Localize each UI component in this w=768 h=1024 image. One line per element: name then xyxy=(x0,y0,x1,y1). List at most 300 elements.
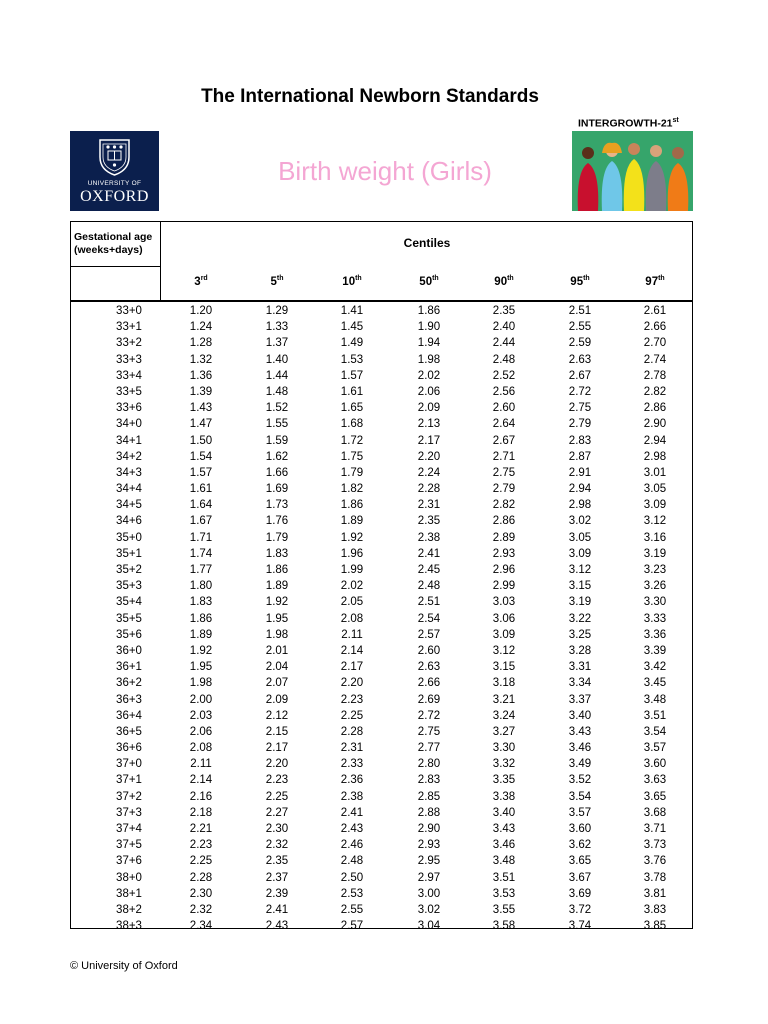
table-row xyxy=(71,886,692,902)
table-row xyxy=(71,513,692,529)
centile-value-cell: 3.76 xyxy=(643,855,667,868)
centile-value-cell: 2.72 xyxy=(417,709,441,722)
centile-value-cell: 2.97 xyxy=(417,871,441,884)
centile-value-cell: 2.37 xyxy=(265,871,289,884)
table-row xyxy=(71,805,692,821)
gestational-age-cell: 38+2 xyxy=(116,903,142,916)
gestational-age-cell: 37+0 xyxy=(116,758,142,771)
gestational-age-cell: 33+0 xyxy=(116,305,142,317)
intergrowth-women-illustration xyxy=(572,131,693,211)
centile-column-header: 90th xyxy=(494,275,514,288)
centile-value-cell: 3.40 xyxy=(568,709,592,722)
centile-value-cell: 1.45 xyxy=(340,321,364,334)
centile-value-cell: 2.82 xyxy=(643,385,667,398)
centile-value-cell: 1.89 xyxy=(189,628,213,641)
centile-value-cell: 2.55 xyxy=(568,321,592,334)
centile-value-cell: 2.63 xyxy=(568,353,592,366)
centile-value-cell: 1.39 xyxy=(189,385,213,398)
centile-value-cell: 3.45 xyxy=(643,677,667,690)
centile-value-cell: 2.25 xyxy=(340,709,364,722)
centile-value-cell: 1.57 xyxy=(340,369,364,382)
table-row xyxy=(71,756,692,772)
centile-value-cell: 1.33 xyxy=(265,321,289,334)
centile-value-cell: 2.03 xyxy=(189,709,213,722)
centile-value-cell: 2.86 xyxy=(643,402,667,415)
centile-value-cell: 2.11 xyxy=(341,628,363,641)
centile-value-cell: 2.90 xyxy=(643,418,667,431)
centile-value-cell: 2.95 xyxy=(417,855,441,868)
centile-value-cell: 3.37 xyxy=(568,693,592,706)
centile-value-cell: 2.57 xyxy=(417,628,441,641)
centile-value-cell: 2.35 xyxy=(417,515,441,528)
centile-value-cell: 2.50 xyxy=(340,871,364,884)
centile-value-cell: 2.75 xyxy=(568,402,592,415)
centile-value-cell: 2.51 xyxy=(417,596,441,609)
centile-value-cell: 2.44 xyxy=(492,337,516,350)
centile-value-cell: 3.52 xyxy=(568,774,592,787)
centile-value-cell: 2.41 xyxy=(265,903,289,916)
centile-value-cell: 3.09 xyxy=(492,628,516,641)
centile-value-cell: 3.12 xyxy=(643,515,667,528)
gestational-age-cell: 36+0 xyxy=(116,644,142,657)
gestational-age-cell: 37+3 xyxy=(116,806,142,819)
centile-value-cell: 3.39 xyxy=(643,644,667,657)
centile-value-cell: 3.54 xyxy=(643,725,667,738)
centile-value-cell: 1.95 xyxy=(265,612,289,625)
gestational-age-cell: 36+1 xyxy=(116,661,142,674)
centile-value-cell: 1.62 xyxy=(265,450,289,463)
table-row xyxy=(71,870,692,886)
centile-value-cell: 2.20 xyxy=(265,758,289,771)
centile-value-cell: 2.20 xyxy=(340,677,364,690)
table-row xyxy=(71,303,692,319)
centile-value-cell: 2.75 xyxy=(492,466,516,479)
centile-value-cell: 1.41 xyxy=(340,305,364,317)
centile-value-cell: 3.65 xyxy=(643,790,667,803)
centile-value-cell: 3.49 xyxy=(568,758,592,771)
centile-value-cell: 1.98 xyxy=(265,628,289,641)
gestational-age-cell: 36+6 xyxy=(116,742,142,755)
centile-value-cell: 1.54 xyxy=(189,450,213,463)
table-row xyxy=(71,416,692,432)
centile-value-cell: 3.15 xyxy=(492,661,516,674)
centile-value-cell: 2.94 xyxy=(568,483,592,496)
centile-value-cell: 3.42 xyxy=(643,661,667,674)
intergrowth-label: INTERGROWTH-21st xyxy=(578,117,679,130)
centile-value-cell: 3.15 xyxy=(568,580,592,593)
centile-value-cell: 1.68 xyxy=(340,418,364,431)
centile-value-cell: 3.72 xyxy=(568,903,592,916)
centile-value-cell: 2.72 xyxy=(568,385,592,398)
centile-value-cell: 2.78 xyxy=(643,369,667,382)
centile-value-cell: 2.17 xyxy=(265,742,289,755)
centile-value-cell: 3.48 xyxy=(492,855,516,868)
table-row xyxy=(71,497,692,513)
page-title: The International Newborn Standards xyxy=(201,86,539,107)
gestational-age-cell: 35+3 xyxy=(116,580,142,593)
centile-value-cell: 3.43 xyxy=(492,823,516,835)
table-row xyxy=(71,400,692,416)
centile-value-cell: 3.36 xyxy=(643,628,667,641)
centile-value-cell: 2.90 xyxy=(417,823,441,835)
centile-value-cell: 3.73 xyxy=(643,839,667,852)
centile-value-cell: 3.62 xyxy=(568,839,592,852)
centile-value-cell: 2.91 xyxy=(568,466,592,479)
centile-value-cell: 2.09 xyxy=(265,693,289,706)
centile-value-cell: 3.40 xyxy=(492,806,516,819)
gestational-age-cell: 33+1 xyxy=(116,321,142,334)
centile-column-header: 3rd xyxy=(194,275,208,288)
centile-value-cell: 2.12 xyxy=(265,709,289,722)
centile-value-cell: 2.61 xyxy=(643,305,667,317)
centile-value-cell: 3.30 xyxy=(492,742,516,755)
table-row xyxy=(71,530,692,546)
centile-value-cell: 3.33 xyxy=(643,612,667,625)
centile-value-cell: 2.67 xyxy=(568,369,592,382)
centile-value-cell: 2.77 xyxy=(417,742,441,755)
table-divider-ga xyxy=(71,266,160,267)
table-row xyxy=(71,627,692,643)
table-row xyxy=(71,433,692,449)
gestational-age-cell: 34+4 xyxy=(116,483,142,496)
centile-value-cell: 1.55 xyxy=(265,418,289,431)
centile-value-cell: 2.66 xyxy=(417,677,441,690)
centile-value-cell: 1.86 xyxy=(340,499,364,512)
table-row xyxy=(71,708,692,724)
centile-value-cell: 3.01 xyxy=(643,466,667,479)
centile-value-cell: 1.89 xyxy=(340,515,364,528)
centile-value-cell: 1.67 xyxy=(189,515,213,528)
gestational-age-cell: 34+2 xyxy=(116,450,142,463)
gestational-age-cell: 37+6 xyxy=(116,855,142,868)
centile-value-cell: 2.35 xyxy=(492,305,516,317)
centile-value-cell: 2.13 xyxy=(417,418,441,431)
centile-value-cell: 3.83 xyxy=(643,903,667,916)
centile-value-cell: 3.27 xyxy=(492,725,516,738)
centile-value-cell: 2.96 xyxy=(492,564,516,576)
centile-value-cell: 2.94 xyxy=(643,434,667,447)
centile-value-cell: 1.73 xyxy=(265,499,289,512)
gestational-age-cell: 35+4 xyxy=(116,596,142,609)
centile-value-cell: 2.28 xyxy=(189,871,213,884)
centile-value-cell: 2.41 xyxy=(417,547,441,560)
centile-value-cell: 1.92 xyxy=(265,596,289,609)
centile-value-cell: 3.71 xyxy=(643,823,667,835)
centile-value-cell: 1.52 xyxy=(265,402,289,415)
gestational-age-cell: 37+1 xyxy=(116,774,142,787)
gestational-age-cell: 35+0 xyxy=(116,531,142,544)
centile-value-cell: 2.16 xyxy=(189,790,213,803)
centile-value-cell: 2.09 xyxy=(417,402,441,415)
centile-value-cell: 1.64 xyxy=(189,499,213,512)
table-row xyxy=(71,918,692,934)
centile-value-cell: 2.43 xyxy=(265,920,289,933)
centile-value-cell: 1.92 xyxy=(340,531,364,544)
centile-value-cell: 3.51 xyxy=(492,871,516,884)
oxford-crest-icon xyxy=(97,137,132,177)
centile-value-cell: 2.04 xyxy=(265,661,289,674)
centile-value-cell: 3.67 xyxy=(568,871,592,884)
centile-value-cell: 1.77 xyxy=(189,564,213,576)
centile-value-cell: 2.02 xyxy=(340,580,364,593)
centile-value-cell: 2.59 xyxy=(568,337,592,350)
centile-value-cell: 2.32 xyxy=(189,903,213,916)
centile-value-cell: 2.23 xyxy=(265,774,289,787)
gestational-age-cell: 33+6 xyxy=(116,402,142,415)
gestational-age-cell: 35+2 xyxy=(116,564,142,576)
centile-value-cell: 3.30 xyxy=(643,596,667,609)
centile-value-cell: 2.21 xyxy=(189,823,213,835)
centile-column-header: 95th xyxy=(570,275,590,288)
centile-value-cell: 1.72 xyxy=(340,434,364,447)
centile-value-cell: 3.24 xyxy=(492,709,516,722)
centile-value-cell: 2.57 xyxy=(340,920,364,933)
centile-value-cell: 2.64 xyxy=(492,418,516,431)
table-row xyxy=(71,449,692,465)
centile-value-cell: 1.95 xyxy=(189,661,213,674)
centile-value-cell: 1.82 xyxy=(340,483,364,496)
oxford-logo xyxy=(70,131,159,211)
centile-value-cell: 2.18 xyxy=(189,806,213,819)
centile-value-cell: 2.25 xyxy=(265,790,289,803)
table-row xyxy=(71,692,692,708)
centile-value-cell: 2.24 xyxy=(417,466,441,479)
centile-value-cell: 3.16 xyxy=(643,531,667,544)
centile-value-cell: 2.87 xyxy=(568,450,592,463)
table-divider-vertical xyxy=(160,222,161,301)
centile-value-cell: 2.33 xyxy=(340,758,364,771)
table-row xyxy=(71,384,692,400)
centile-value-cell: 2.06 xyxy=(417,385,441,398)
centile-value-cell: 1.98 xyxy=(189,677,213,690)
table-row xyxy=(71,659,692,675)
centile-value-cell: 1.44 xyxy=(265,369,289,382)
centile-value-cell: 2.28 xyxy=(417,483,441,496)
centile-value-cell: 3.34 xyxy=(568,677,592,690)
centile-value-cell: 3.65 xyxy=(568,855,592,868)
table-row xyxy=(71,902,692,918)
centile-value-cell: 3.06 xyxy=(492,612,516,625)
table-row xyxy=(71,675,692,691)
centile-value-cell: 2.11 xyxy=(190,758,212,771)
centile-value-cell: 2.63 xyxy=(417,661,441,674)
centile-table xyxy=(70,221,693,933)
centile-value-cell: 2.98 xyxy=(643,450,667,463)
centile-value-cell: 3.05 xyxy=(643,483,667,496)
centile-value-cell: 1.90 xyxy=(417,321,441,334)
centile-value-cell: 1.47 xyxy=(189,418,213,431)
centile-value-cell: 2.99 xyxy=(492,580,516,593)
centile-value-cell: 1.40 xyxy=(265,353,289,366)
centile-value-cell: 3.46 xyxy=(568,742,592,755)
gestational-age-cell: 37+4 xyxy=(116,823,142,835)
centile-value-cell: 1.75 xyxy=(340,450,364,463)
centile-value-cell: 3.18 xyxy=(492,677,516,690)
table-row xyxy=(71,352,692,368)
centile-value-cell: 1.59 xyxy=(265,434,289,447)
centile-value-cell: 1.92 xyxy=(189,644,213,657)
centile-value-cell: 3.21 xyxy=(492,693,516,706)
centile-value-cell: 2.41 xyxy=(340,806,364,819)
centile-value-cell: 2.54 xyxy=(417,612,441,625)
centile-value-cell: 3.28 xyxy=(568,644,592,657)
centile-value-cell: 2.53 xyxy=(340,887,364,900)
centile-value-cell: 1.79 xyxy=(265,531,289,544)
centile-value-cell: 1.29 xyxy=(265,305,289,317)
centile-value-cell: 2.02 xyxy=(417,369,441,382)
centile-value-cell: 2.07 xyxy=(265,677,289,690)
table-row xyxy=(71,740,692,756)
centile-value-cell: 2.83 xyxy=(417,774,441,787)
centile-value-cell: 3.09 xyxy=(643,499,667,512)
centile-value-cell: 2.56 xyxy=(492,385,516,398)
centile-value-cell: 3.48 xyxy=(643,693,667,706)
centile-value-cell: 2.79 xyxy=(492,483,516,496)
centile-value-cell: 3.57 xyxy=(568,806,592,819)
centile-value-cell: 2.08 xyxy=(189,742,213,755)
centile-value-cell: 2.60 xyxy=(492,402,516,415)
centile-value-cell: 2.85 xyxy=(417,790,441,803)
centile-value-cell: 2.71 xyxy=(492,450,516,463)
centile-value-cell: 2.55 xyxy=(340,903,364,916)
centile-value-cell: 3.25 xyxy=(568,628,592,641)
centile-value-cell: 2.05 xyxy=(340,596,364,609)
centile-value-cell: 2.51 xyxy=(568,305,592,317)
gestational-age-cell: 34+0 xyxy=(116,418,142,431)
centile-column-header: 50th xyxy=(419,275,439,288)
centile-value-cell: 3.60 xyxy=(568,823,592,835)
centile-value-cell: 3.60 xyxy=(643,758,667,771)
centile-value-cell: 2.01 xyxy=(265,644,289,657)
centile-value-cell: 2.15 xyxy=(265,725,289,738)
centile-value-cell: 2.74 xyxy=(643,353,667,366)
centile-value-cell: 3.57 xyxy=(643,742,667,755)
gestational-age-cell: 35+5 xyxy=(116,612,142,625)
centile-value-cell: 3.68 xyxy=(643,806,667,819)
centile-value-cell: 3.38 xyxy=(492,790,516,803)
centile-column-header: 97th xyxy=(645,275,665,288)
table-row xyxy=(71,368,692,384)
centile-value-cell: 2.38 xyxy=(340,790,364,803)
centile-value-cell: 2.52 xyxy=(492,369,516,382)
centile-value-cell: 2.20 xyxy=(417,450,441,463)
centile-value-cell: 2.30 xyxy=(189,887,213,900)
centile-value-cell: 2.67 xyxy=(492,434,516,447)
centile-value-cell: 3.00 xyxy=(417,887,441,900)
centile-value-cell: 1.86 xyxy=(189,612,213,625)
centile-value-cell: 2.00 xyxy=(189,693,213,706)
centile-value-cell: 1.61 xyxy=(340,385,364,398)
centile-value-cell: 3.78 xyxy=(643,871,667,884)
centile-value-cell: 3.58 xyxy=(492,920,516,933)
centile-value-cell: 2.36 xyxy=(340,774,364,787)
centile-value-cell: 3.19 xyxy=(568,596,592,609)
centile-value-cell: 2.48 xyxy=(417,580,441,593)
centile-value-cell: 1.20 xyxy=(189,305,213,317)
centile-column-header: 5th xyxy=(270,275,284,288)
centile-value-cell: 3.54 xyxy=(568,790,592,803)
centile-value-cell: 1.80 xyxy=(189,580,213,593)
centile-value-cell: 2.17 xyxy=(340,661,364,674)
centile-value-cell: 1.89 xyxy=(265,580,289,593)
centile-value-cell: 2.14 xyxy=(340,644,364,657)
centile-value-cell: 3.22 xyxy=(568,612,592,625)
centile-value-cell: 2.35 xyxy=(265,855,289,868)
gestational-age-cell: 36+2 xyxy=(116,677,142,690)
centile-value-cell: 3.04 xyxy=(417,920,441,933)
centile-value-cell: 1.99 xyxy=(340,564,364,576)
gestational-age-cell: 38+3 xyxy=(116,920,142,933)
centile-value-cell: 2.31 xyxy=(417,499,441,512)
centile-column-header: 10th xyxy=(342,275,362,288)
centile-value-cell: 2.75 xyxy=(417,725,441,738)
chart-subtitle: Birth weight (Girls) xyxy=(278,156,492,186)
centile-value-cell: 2.28 xyxy=(340,725,364,738)
table-row xyxy=(71,643,692,659)
centile-value-cell: 1.83 xyxy=(189,596,213,609)
table-row xyxy=(71,821,692,837)
centile-value-cell: 3.12 xyxy=(492,644,516,657)
centile-value-cell: 1.36 xyxy=(189,369,213,382)
centile-value-cell: 1.98 xyxy=(417,353,441,366)
gestational-age-cell: 34+1 xyxy=(116,434,142,447)
centile-value-cell: 1.83 xyxy=(265,547,289,560)
table-row xyxy=(71,578,692,594)
centile-value-cell: 2.23 xyxy=(189,839,213,852)
centile-value-cell: 1.53 xyxy=(340,353,364,366)
table-row xyxy=(71,594,692,610)
centile-value-cell: 2.93 xyxy=(417,839,441,852)
ga-column-header: Gestational age (weeks+days) xyxy=(74,231,153,256)
centile-value-cell: 2.43 xyxy=(340,823,364,835)
centile-value-cell: 2.40 xyxy=(492,321,516,334)
centile-value-cell: 1.24 xyxy=(189,321,213,334)
centile-value-cell: 2.66 xyxy=(643,321,667,334)
centile-value-cell: 3.81 xyxy=(643,887,667,900)
centile-value-cell: 3.31 xyxy=(568,661,592,674)
centile-value-cell: 1.86 xyxy=(265,564,289,576)
gestational-age-cell: 37+2 xyxy=(116,790,142,803)
gestational-age-cell: 36+3 xyxy=(116,693,142,706)
table-row xyxy=(71,853,692,869)
table-row xyxy=(71,789,692,805)
centile-value-cell: 2.34 xyxy=(189,920,213,933)
centile-value-cell: 3.12 xyxy=(568,564,592,576)
centile-value-cell: 1.76 xyxy=(265,515,289,528)
centile-value-cell: 2.89 xyxy=(492,531,516,544)
centile-value-cell: 3.26 xyxy=(643,580,667,593)
table-row xyxy=(71,837,692,853)
centile-value-cell: 2.88 xyxy=(417,806,441,819)
centile-value-cell: 1.32 xyxy=(189,353,213,366)
gestational-age-cell: 35+1 xyxy=(116,547,142,560)
centile-value-cell: 1.61 xyxy=(189,483,213,496)
centile-value-cell: 2.06 xyxy=(189,725,213,738)
centile-value-cell: 3.63 xyxy=(643,774,667,787)
centile-value-cell: 2.25 xyxy=(189,855,213,868)
centile-value-cell: 2.48 xyxy=(340,855,364,868)
centile-value-cell: 2.70 xyxy=(643,337,667,350)
centile-value-cell: 1.69 xyxy=(265,483,289,496)
centile-value-cell: 1.50 xyxy=(189,434,213,447)
centile-value-cell: 2.93 xyxy=(492,547,516,560)
centile-value-cell: 2.82 xyxy=(492,499,516,512)
centile-value-cell: 2.60 xyxy=(417,644,441,657)
gestational-age-cell: 34+3 xyxy=(116,466,142,479)
centile-value-cell: 3.32 xyxy=(492,758,516,771)
table-row xyxy=(71,481,692,497)
centile-value-cell: 1.28 xyxy=(189,337,213,350)
